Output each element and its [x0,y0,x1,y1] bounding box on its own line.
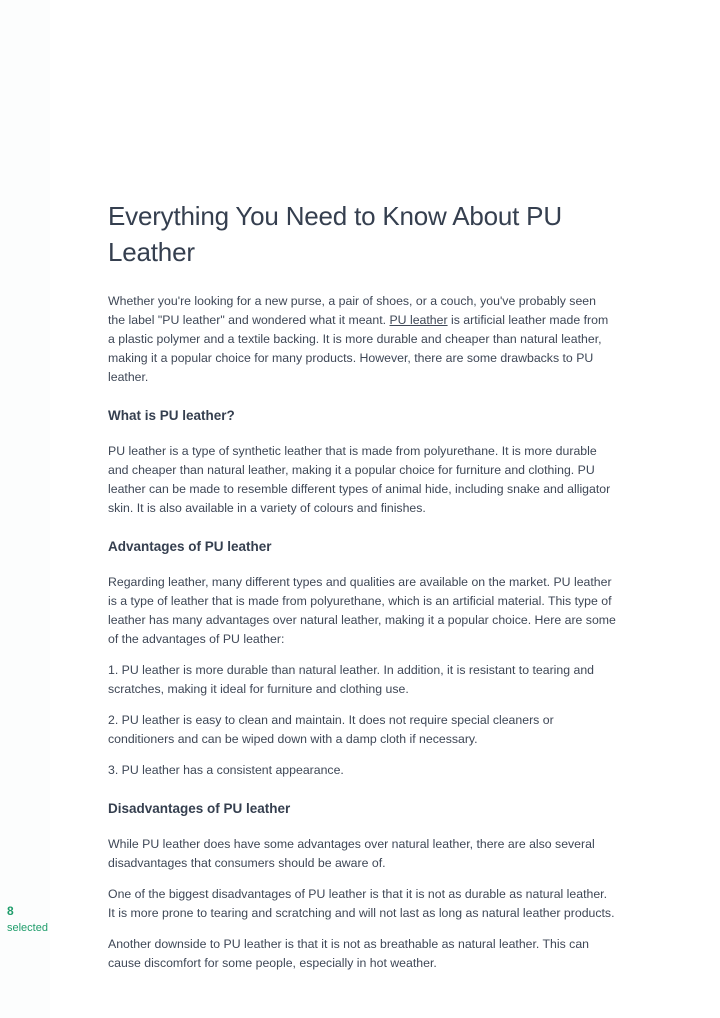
section-paragraph: Another downside to PU leather is that it is not as breathable as natural leather. This can cause discomfort for some people, especially in hot weather. [108,937,590,970]
section-heading-disadvantages: Disadvantages of PU leather [108,801,291,816]
section-heading-advantages: Advantages of PU leather [108,539,272,554]
selection-counter [7,903,67,937]
list-item: 1. PU leather is more durable than natural leather. In addition, it is resistant to tearing and scratches, making it ideal for furniture and clothing use. [108,663,595,696]
page-title: Everything You Need to Know About PU Leather [108,201,562,267]
intro-paragraph [108,292,616,387]
selection-count: 8 [7,904,14,918]
list-item: 3. PU leather has a consistent appearance. [108,763,344,777]
pu-leather-link[interactable]: PU leather [389,313,448,327]
intro-text-before: Whether you're looking for a new purse, a pair of shoes, or a couch, you've probably seen the label "PU leather" and wondered what it meant. [108,294,596,327]
section-paragraph: PU leather is a type of synthetic leather that is made from polyurethane. It is more durable and cheaper than natural leather, making it a popular choice for furniture and clothing. PU leather can be made to resemble different types of animal hide, including snake and alligator skin. It is also available in a variety of colours and finishes. [108,444,611,515]
section-paragraph: Regarding leather, many different types and qualities are available on the market. PU leather is a type of leather that is made from polyurethane, which is an artificial material. This type of leather has many advantages over natural leather, making it a popular choice. Here are some of the advantages of PU leather: [108,575,616,646]
left-rail [0,0,50,1018]
section-paragraph: One of the biggest disadvantages of PU leather is that it is not as durable as natural leather. It is more prone to tearing and scratching and will not last as long as natural leather products. [108,887,615,920]
section-heading-what-is: What is PU leather? [108,408,235,423]
section-paragraph: While PU leather does have some advantages over natural leather, there are also several disadvantages that consumers should be aware of. [108,837,595,870]
intro-text-after: is artificial leather made from a plastic polymer and a textile backing. It is more durable and cheaper than natural leather, making it a popular choice for many products. However, there are some drawbacks to PU leather. [108,313,609,384]
list-item: 2. PU leather is easy to clean and maintain. It does not require special cleaners or conditioners and can be wiped down with a damp cloth if necessary. [108,713,554,746]
selection-label: selected [7,922,48,934]
article [108,198,616,985]
